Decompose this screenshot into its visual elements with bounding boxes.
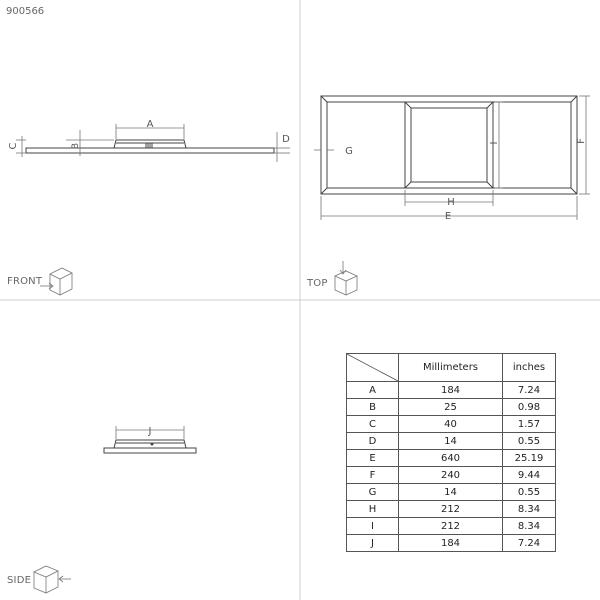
table-cell-dimension: D: [347, 433, 399, 450]
table-row: [347, 535, 556, 552]
dimension-table: [346, 353, 556, 552]
top-view-cube-icon: [329, 260, 359, 296]
table-cell-mm: 240: [399, 467, 503, 484]
table-cell-mm: 212: [399, 501, 503, 518]
table-cell-in: 1.57: [503, 416, 556, 433]
table-row: [347, 433, 556, 450]
view-label-side: SIDE: [7, 575, 32, 586]
table-row: [347, 484, 556, 501]
table-cell-mm: 14: [399, 433, 503, 450]
dim-label-i: I: [489, 141, 500, 145]
dim-label-j: J: [148, 426, 152, 437]
table-cell-dimension: A: [347, 382, 399, 399]
table-header-row: [347, 354, 556, 382]
side-view-cube-icon: [32, 562, 72, 598]
table-cell-dimension: G: [347, 484, 399, 501]
dim-label-d: D: [282, 134, 290, 145]
table-cell-in: 7.24: [503, 535, 556, 552]
table-cell-mm: 25: [399, 399, 503, 416]
dim-label-a: A: [146, 119, 154, 130]
table-cell-mm: 184: [399, 535, 503, 552]
table-cell-mm: 184: [399, 382, 503, 399]
table-cell-in: 25.19: [503, 450, 556, 467]
view-label-top: TOP: [307, 278, 328, 289]
table-header-mm: Millimeters: [399, 354, 503, 382]
table-cell-in: 8.34: [503, 518, 556, 535]
canopy-screw: [151, 443, 154, 446]
table-cell-mm: 14: [399, 484, 503, 501]
table-row: [347, 450, 556, 467]
dim-label-f: F: [576, 138, 587, 144]
table-cell-in: 7.24: [503, 382, 556, 399]
table-cell-in: 0.55: [503, 433, 556, 450]
table-cell-in: 8.34: [503, 501, 556, 518]
table-cell-in: 9.44: [503, 467, 556, 484]
table-row: [347, 416, 556, 433]
table-cell-dimension: I: [347, 518, 399, 535]
view-label-front: FRONT: [7, 276, 43, 287]
table-cell-mm: 212: [399, 518, 503, 535]
dim-label-b: B: [71, 142, 81, 150]
header-diagonal: [347, 354, 398, 381]
table-cell-dimension: J: [347, 535, 399, 552]
dim-label-e: E: [444, 211, 452, 222]
dim-label-g: G: [345, 146, 353, 157]
dim-label-h: H: [447, 197, 455, 208]
table-row: [347, 399, 556, 416]
table-cell-dimension: H: [347, 501, 399, 518]
table-header-empty: [347, 354, 399, 382]
front-view-drawing: [0, 0, 300, 300]
dim-label-c: C: [8, 142, 19, 150]
table-cell-mm: 40: [399, 416, 503, 433]
top-view-drawing: [300, 0, 600, 300]
table-cell-in: 0.98: [503, 399, 556, 416]
table-row: [347, 518, 556, 535]
table-cell-dimension: E: [347, 450, 399, 467]
table-row: [347, 467, 556, 484]
table-cell-dimension: B: [347, 399, 399, 416]
table-cell-dimension: F: [347, 467, 399, 484]
table-cell-dimension: C: [347, 416, 399, 433]
front-view-cube-icon: [38, 264, 74, 298]
table-cell-mm: 640: [399, 450, 503, 467]
table-row: [347, 501, 556, 518]
table-header-in: inches: [503, 354, 556, 382]
side-view-drawing: [0, 300, 300, 600]
product-code: 900566: [6, 6, 45, 17]
table-row: [347, 382, 556, 399]
table-cell-in: 0.55: [503, 484, 556, 501]
